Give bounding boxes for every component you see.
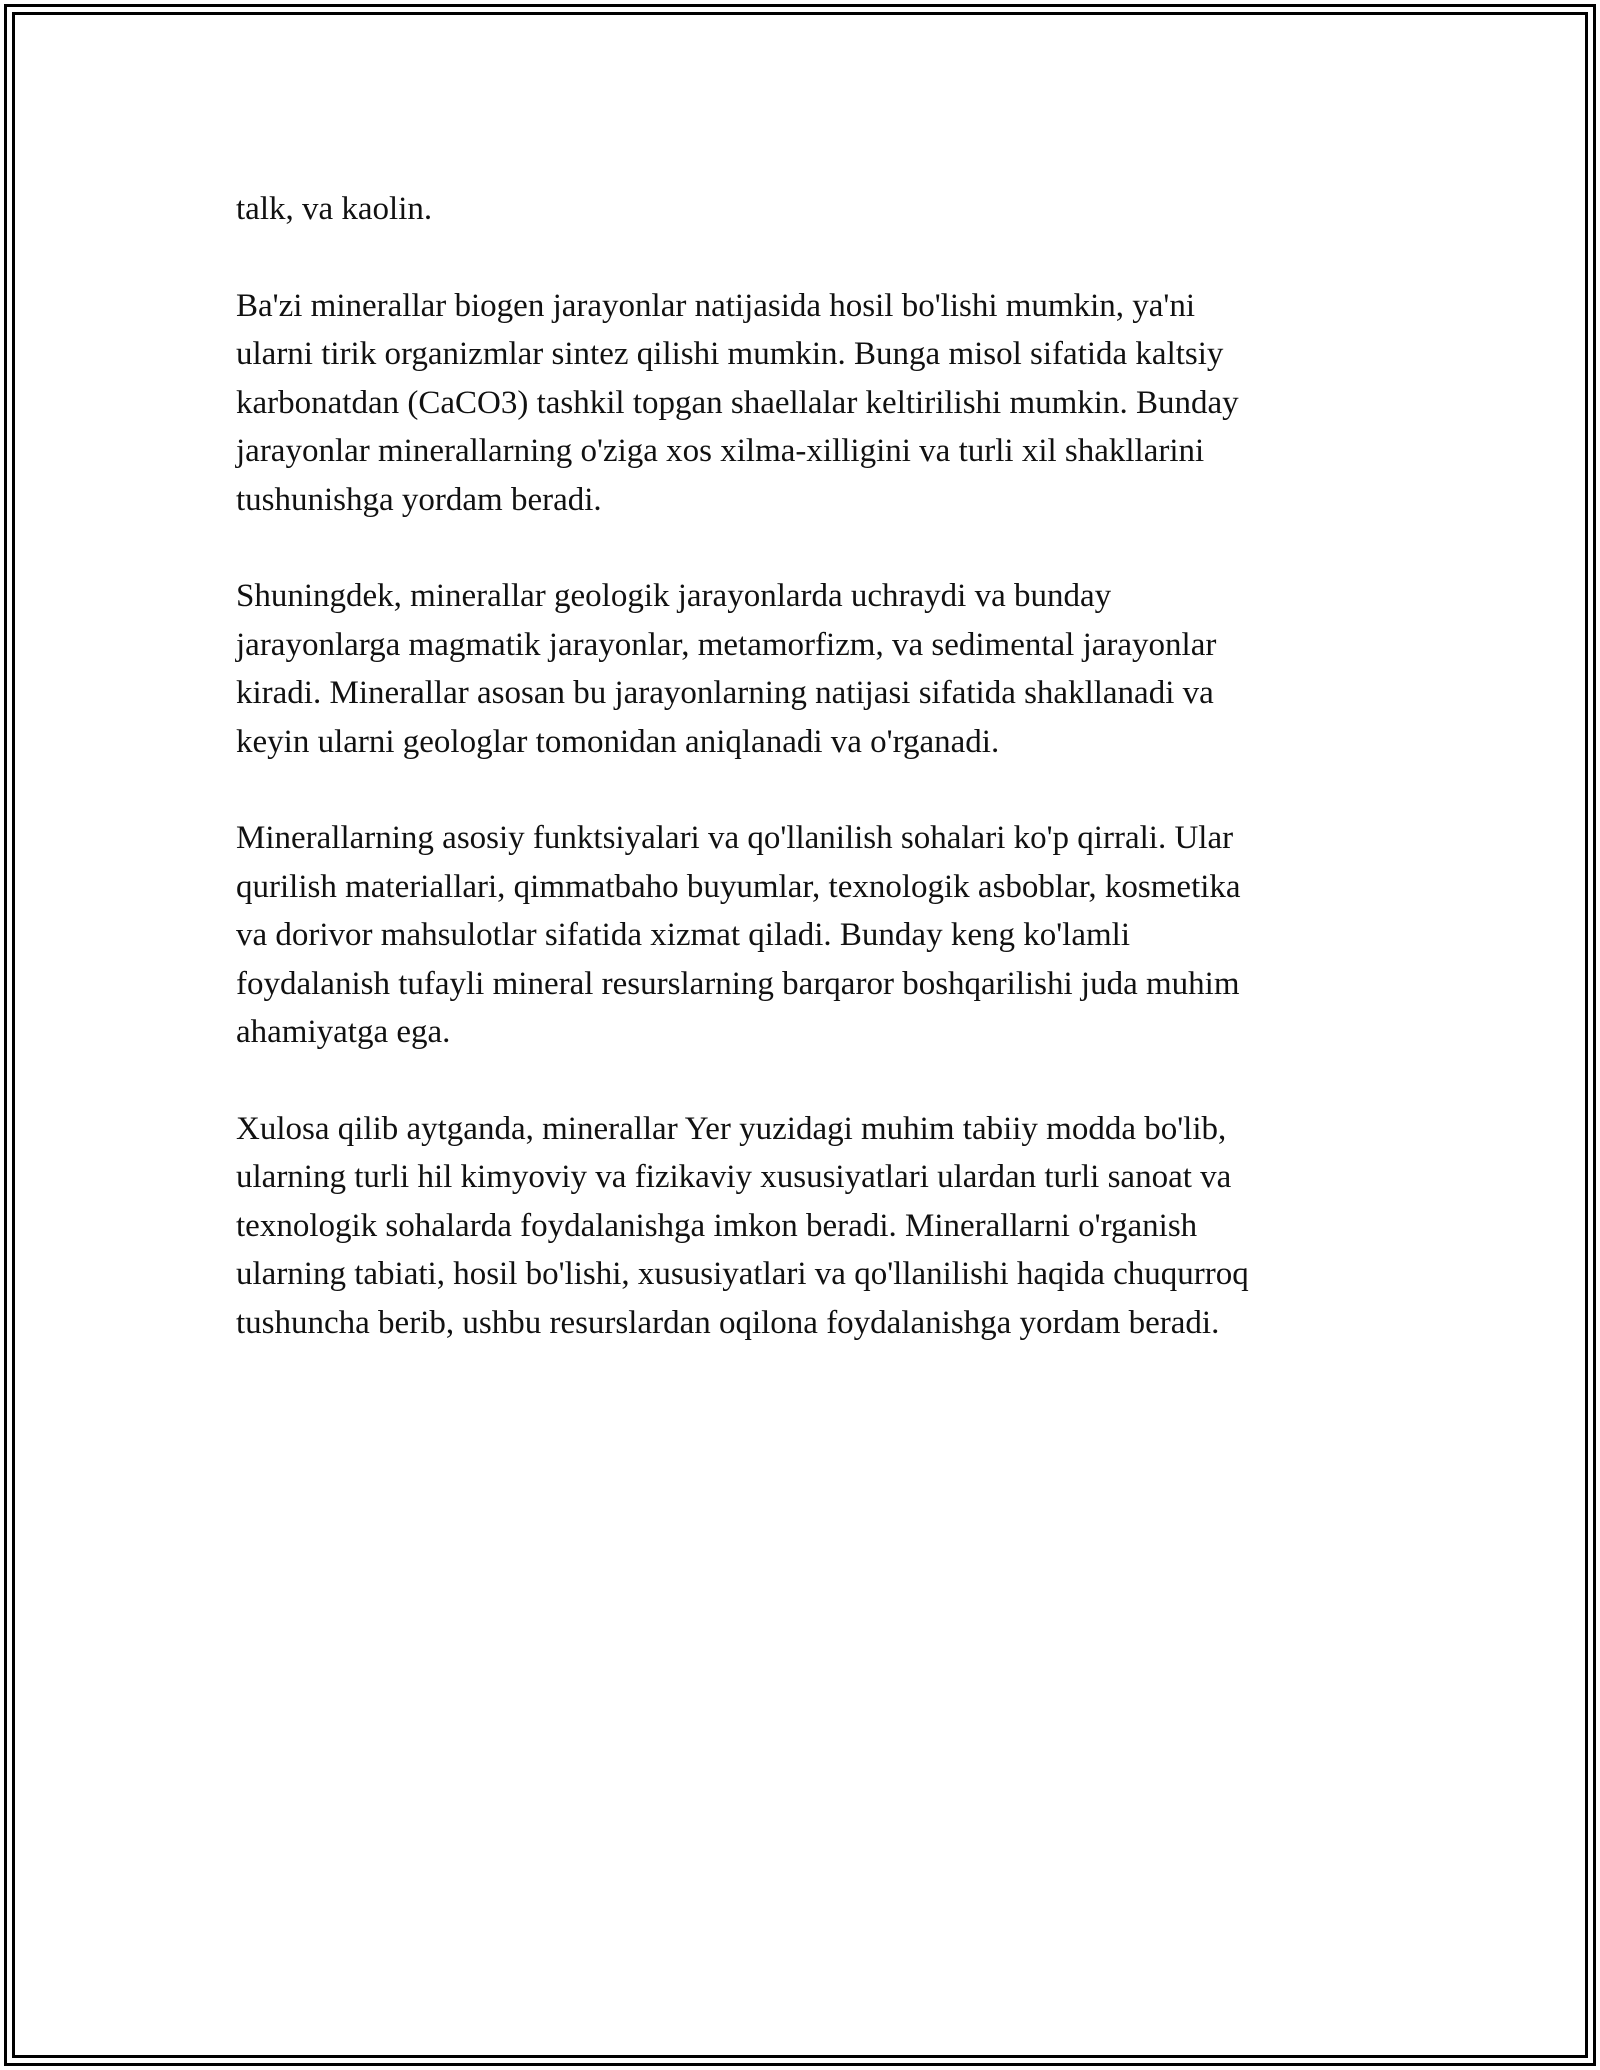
paragraph-biogenic-minerals: Ba'zi minerallar biogen jarayonlar natijasida hosil bo'lishi mumkin, ya'ni ularni tirik organizmlar sintez qilishi mumkin. Bunga misol sifatida kaltsiy karbonatdan (CaCO3) tashkil topgan shaellalar keltirilishi mumkin. Bunday jarayonlar minerallarning o'ziga xos xilma-xilligini va turli xil shakllarini tushunishga yordam beradi. — [236, 287, 1239, 518]
document-body — [236, 185, 1376, 1395]
paragraph-intro-fragment: talk, va kaolin. — [236, 191, 433, 227]
paragraph-mineral-uses: Minerallarning asosiy funktsiyalari va qo'llanilish sohalari ko'p qirrali. Ular qurilish materiallari, qimmatbaho buyumlar, texnologik asboblar, kosmetika va dorivor mahsulotlar sifatida xizmat qiladi. Bunday keng ko'lamli foydalanish tufayli mineral resurslarning barqaror boshqarilishi juda muhim ahamiyatga ega. — [236, 820, 1241, 1050]
paragraph-geological-processes: Shuningdek, minerallar geologik jarayonlarda uchraydi va bunday jarayonlarga magmatik jarayonlar, metamorfizm, va sedimental jarayonlar kiradi. Minerallar asosan bu jarayonlarning natijasi sifatida shakllanadi va keyin ularni geologlar tomonidan aniqlanadi va o'rganadi. — [236, 578, 1217, 760]
paragraph-conclusion: Xulosa qilib aytganda, minerallar Yer yuzidagi muhim tabiiy modda bo'lib, ularning turli hil kimyoviy va fizikaviy xususiyatlari ulardan turli sanoat va texnologik sohalarda foydalanishga imkon beradi. Minerallarni o'rganish ularning tabiati, hosil bo'lishi, xususiyatlari va qo'llanilishi haqida chuqurroq tushuncha berib, ushbu resurslardan oqilona foydalanishga yordam beradi. — [236, 1110, 1249, 1341]
